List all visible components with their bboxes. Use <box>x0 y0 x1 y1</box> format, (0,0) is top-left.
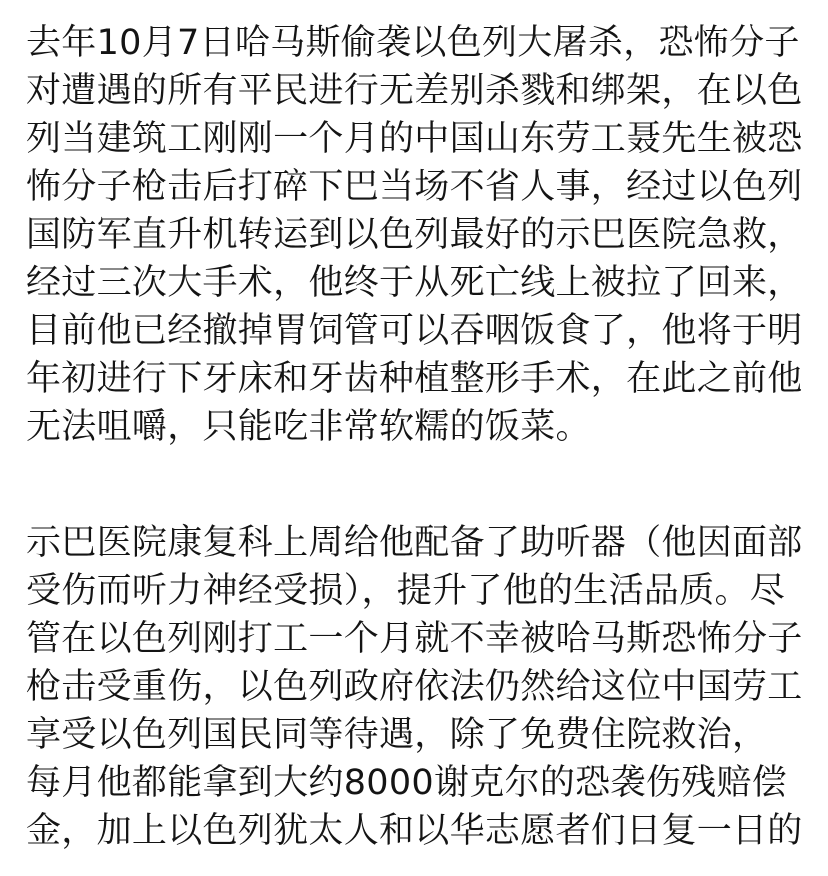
text-line: 受伤而听力神经受损），提升了他的生活品质。尽 <box>26 571 786 611</box>
text-line: 列当建筑工刚刚一个月的中国山东劳工聂先生被恐 <box>26 119 803 159</box>
paragraph-2 <box>26 519 816 855</box>
text-line: 示巴医院康复科上周给他配备了助听器（他因面部 <box>26 523 803 563</box>
text-line: 享受以色列国民同等待遇，除了免费住院救治， <box>26 715 768 755</box>
text-line: 目前他已经撤掉胃饲管可以吞咽饭食了，他将于明 <box>26 311 803 351</box>
text-line: 国防军直升机转运到以色列最好的示巴医院急救， <box>26 215 803 255</box>
text-line: 无法咀嚼，只能吃非常软糯的饭菜。 <box>26 407 591 447</box>
paragraph-1 <box>26 19 816 451</box>
text-line: 金，加上以色列犹太人和以华志愿者们日复一日的 <box>26 811 803 851</box>
text-line: 去年10月7日哈马斯偷袭以色列大屠杀，恐怖分子 <box>26 23 800 63</box>
text-line: 对遭遇的所有平民进行无差别杀戮和绑架，在以色 <box>26 71 803 111</box>
text-line: 管在以色列刚打工一个月就不幸被哈马斯恐怖分子 <box>26 619 803 659</box>
text-line: 经过三次大手术，他终于从死亡线上被拉了回来， <box>26 263 803 303</box>
text-line: 每月他都能拿到大约8000谢克尔的恐袭伤残赔偿 <box>26 763 787 803</box>
text-line: 枪击受重伤，以色列政府依法仍然给这位中国劳工 <box>26 667 803 707</box>
text-line: 年初进行下牙床和牙齿种植整形手术，在此之前他 <box>26 359 803 399</box>
text-line: 怖分子枪击后打碎下巴当场不省人事，经过以色列 <box>26 167 803 207</box>
